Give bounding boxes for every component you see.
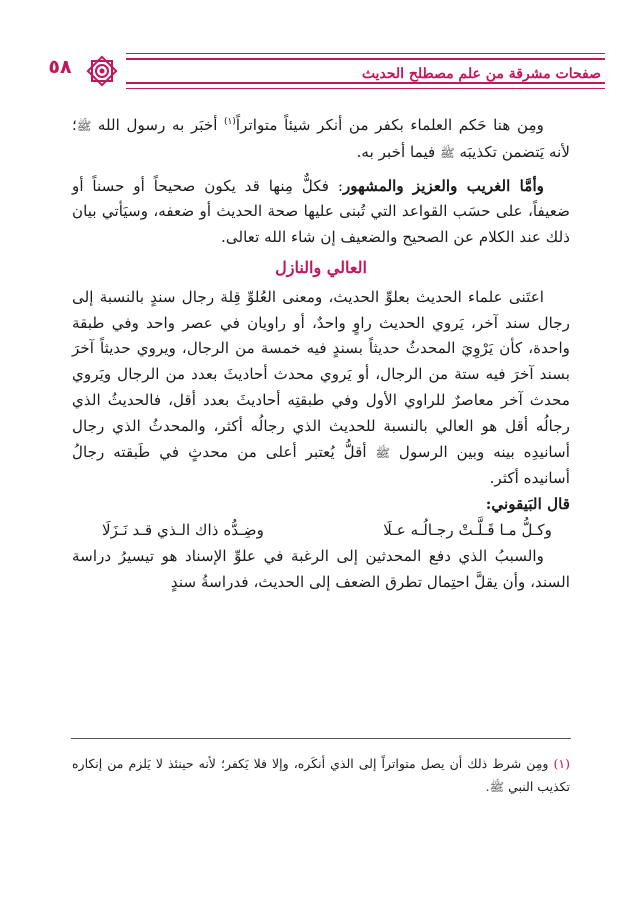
salawat-glyph: ﷺ [440,145,455,160]
running-title: صفحات مشرقة من علم مصطلح الحديث [361,66,601,82]
paragraph [72,174,570,251]
text-run: أقلُّ يُعتبر أعلى من محدثٍ في طَبقته رجالُ أسانيده أكثر. [72,442,570,488]
text-run: والسببُ الذي دفع المحدثين إلى الرغبة في علوِّ الإسناد هو تيسيرُ دراسة السند، وأن يقلَّ احتِمال تطرق الضعف إلى الحديث، فدراسةُ سندٍ [72,546,570,591]
verse-hemistich-right: وكـلُّ مـا قَـلَّـتْ رجـالُـه عـلَا [383,521,552,540]
verse-hemistich-left: وضِـدُّه ذاك الـذي قـد نَـزَلَا [102,521,264,540]
header-rule [126,58,605,84]
star-ornament-icon [85,54,119,88]
text-run: . [485,779,490,794]
footnote-text: ومِن شرط ذلك أن يصل متواتراً إلى الذي أنكَره، وإلا فلا يَكفر؛ لأنه حينئذ لا يَلزم من إنكاره تكذيب النبي [72,756,570,794]
paragraph [72,110,570,167]
paragraph [72,544,570,596]
bold-term: وأمَّا الغريب والعزيز والمشهور [342,176,544,195]
salawat-glyph: ﷺ [489,780,505,794]
text-run: أخبَر به رسول الله [91,116,225,135]
footnote [72,752,570,799]
text-run: اعتَنى علماء الحديث بعلوِّ الحديث، ومعنى العُلوِّ قِلة رجال سندٍ بالنسبة إلى رجال سند آخر، يَروي الحديث راوٍ واحدٌ، أو راويان في عصر واحد وفي طبقة واحدة، كأن يَرْوِيَ المحدثُ حديثاً بسندٍ فيه خمسة من الرجال، ويروي حديثاً آخرَ بسند آخرَ فيه ستة من الرجال، أو يَروي محدث أحاديثَ بعدد من الرجال ويَروي محدث آخر معاصرٌ للراوي الأول وفي طبقتِه أحاديثَ بعدد أقل، فالحديثُ الذي رجالُه أقل هو العالي بالنسبة للحديث الذي رجالُه أكثر، والمحدثُ الذي رجال أسانيدِه بينه وبين الرسول [72,287,570,461]
salawat-glyph: ﷺ [76,119,92,134]
text-run: ؛ لأنه يَتضمن تكذيبَه [72,116,570,161]
footnote-ref[interactable]: (١) [224,117,236,127]
text-run: فيما أخبر به. [356,142,441,161]
main-text [72,110,570,595]
text-run: ومِن هنا حَكم العلماء بكفر من أنكر شيئاً متواتراً [235,116,544,135]
page-header [40,52,605,92]
quote-intro: قال البَيقوني: [485,495,570,514]
text-run: : فكلٌّ مِنها قد يكون صحيحاً أو حسناً أو ضعيفاً، على حسَب القواعد التي تُبنى عليها صحة الحديث أو ضعفه، وسيَأتي بيان ذلك عند الكلام عن الصحيح والضعيف إن شاء الله تعالى. [72,176,570,247]
paragraph [72,285,570,492]
verse-line [72,518,570,544]
footnote-divider [71,738,571,739]
section-heading: العالي والنازل [275,258,367,278]
salawat-glyph: ﷺ [375,445,391,460]
footnote-number: (١) [553,756,570,771]
page-number: ٥٨ [48,56,72,78]
